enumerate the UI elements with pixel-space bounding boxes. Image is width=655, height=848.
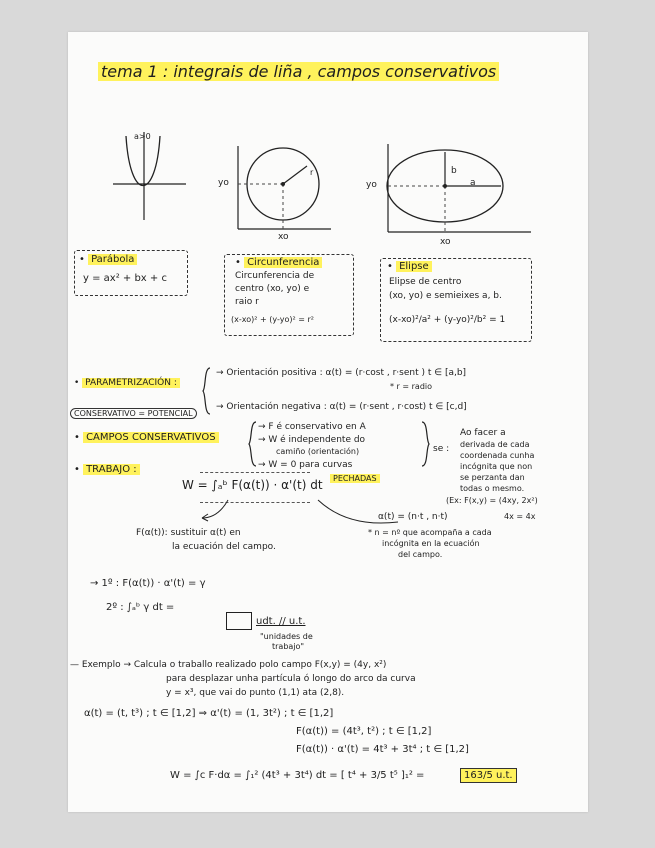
conservative-example: (Ex: F(x,y) = (4xy, 2x²) xyxy=(446,496,538,505)
param-negative: → Orientación negativa : α(t) = (r·sent , r·cost) t ∈ [c,d] xyxy=(216,402,467,412)
parabola-a-label: a>0 xyxy=(134,132,151,141)
conservative-cond-1: → F é conservativo en A xyxy=(258,422,366,432)
ellipse-equation: (x-xo)²/a² + (y-yo)²/b² = 1 xyxy=(389,315,506,325)
step-1: → 1º : F(α(t)) · α'(t) = γ xyxy=(90,578,206,589)
conservative-brace xyxy=(248,420,258,468)
conservative-cond-3b: PECHADAS xyxy=(330,474,380,483)
ellipse-desc-2: (xo, yo) e semieixes a, b. xyxy=(389,291,502,301)
param-label: • PARAMETRIZACIÓN : xyxy=(74,378,180,388)
conservative-note-2: derivada de cada xyxy=(460,440,530,449)
parabola-card-title: • Parábola xyxy=(79,254,137,265)
empty-box xyxy=(226,612,252,630)
circle-r: r xyxy=(310,168,314,177)
conservative-cond-2: → W é independente do xyxy=(258,435,366,445)
parabola-card xyxy=(74,250,188,296)
ellipse-a: a xyxy=(470,178,476,188)
title-text: tema 1 : integrais de liña , campos conservativos xyxy=(98,62,499,81)
circle-x0: xo xyxy=(278,232,289,242)
example-line-2: para desplazar unha partícula ó longo do arco da curva xyxy=(166,674,416,684)
conservative-note-1: Ao facer a xyxy=(460,428,506,438)
conservative-note-5: se perzanta dan xyxy=(460,473,525,482)
alpha-note-1: * n = nº que acompaña a cada xyxy=(368,528,492,537)
substitution-note-1: F(α(t)): sustituir α(t) en xyxy=(136,528,241,538)
example-f-alpha: F(α(t)) = (4t³, t²) ; t ∈ [1,2] xyxy=(296,726,432,737)
ellipse-graph xyxy=(383,144,533,239)
conservative-right-brace xyxy=(420,420,430,468)
conservative-cond-3: → W = 0 para curvas xyxy=(258,460,353,470)
step-2: 2º : ∫ₐᵇ γ dt = xyxy=(106,602,175,613)
param-brace xyxy=(202,366,212,416)
param-positive: → Orientación positiva : α(t) = (r·cost , r·sent ) t ∈ [a,b] xyxy=(216,368,467,378)
example-product: F(α(t)) · α'(t) = 4t³ + 3t⁴ ; t ∈ [1,2] xyxy=(296,744,469,755)
circle-desc-1: Circunferencia de xyxy=(235,271,315,281)
conservative-note-4: incógnita que non xyxy=(460,462,533,471)
circle-equation: (x-xo)² + (y-yo)² = r² xyxy=(231,315,314,324)
ellipse-y0: yo xyxy=(366,180,377,190)
parabola-graph xyxy=(108,132,188,222)
example-line-1: — Exemplo → Calcula o traballo realizado polo campo F(x,y) = (4y, x²) xyxy=(70,660,387,670)
work-formula: W = ∫ₐᵇ F(α(t)) · α'(t) dt xyxy=(182,478,323,492)
conservative-note-3: coordenada cunha xyxy=(460,451,535,460)
work-rule-top xyxy=(200,472,310,473)
conservative-se: se : xyxy=(433,444,450,454)
conservative-example-result: 4x = 4x xyxy=(504,512,536,521)
example-alpha: α(t) = (t, t³) ; t ∈ [1,2] ⇒ α'(t) = (1, 3t²) ; t ∈ [1,2] xyxy=(84,708,334,719)
ellipse-desc-1: Elipse de centro xyxy=(389,277,462,287)
circle-desc-2: centro (xo, yo) e xyxy=(235,284,310,294)
conservative-equivalence: CONSERVATIVO = POTENCIAL xyxy=(70,408,197,419)
alpha-note-3: del campo. xyxy=(398,550,443,559)
alpha-note-2: incógnita en la ecuación xyxy=(382,539,480,548)
ellipse-card xyxy=(380,258,532,342)
alpha-definition: α(t) = (n·t , n·t) xyxy=(378,512,448,522)
circle-y0: yo xyxy=(218,178,229,188)
example-line-3: y = x³, que vai do punto (1,1) ata (2,8). xyxy=(166,688,345,698)
circle-card xyxy=(224,254,354,336)
ellipse-x0: xo xyxy=(440,237,451,247)
conservative-cond-2b: camiño (orientación) xyxy=(276,447,360,456)
work-label: • TRABAJO : xyxy=(74,464,140,475)
example-answer: 163/5 u.t. xyxy=(460,770,517,781)
ellipse-card-title: • Elipse xyxy=(387,261,432,272)
parabola-equation: y = ax² + bx + c xyxy=(83,273,167,284)
circle-graph xyxy=(233,144,333,234)
param-radius-note: * r = radio xyxy=(390,382,433,391)
page-title xyxy=(98,62,499,81)
units-note-1: "unidades de xyxy=(260,632,313,641)
conservative-label: • CAMPOS CONSERVATIVOS xyxy=(74,432,219,443)
units-note-2: trabajo" xyxy=(272,642,305,651)
units-label: udt. // u.t. xyxy=(256,616,306,627)
conservative-note-6: todas o mesmo. xyxy=(460,484,525,493)
substitution-note-2: la ecuación del campo. xyxy=(172,542,276,552)
example-work: W = ∫c F·dα = ∫₁² (4t³ + 3t⁴) dt = [ t⁴ + 3/5 t⁵ ]₁² = xyxy=(170,770,425,781)
circle-desc-3: raio r xyxy=(235,297,259,307)
ellipse-b: b xyxy=(451,166,457,176)
circle-card-title: • Circunferencia xyxy=(235,257,322,268)
notebook-page xyxy=(68,32,588,812)
